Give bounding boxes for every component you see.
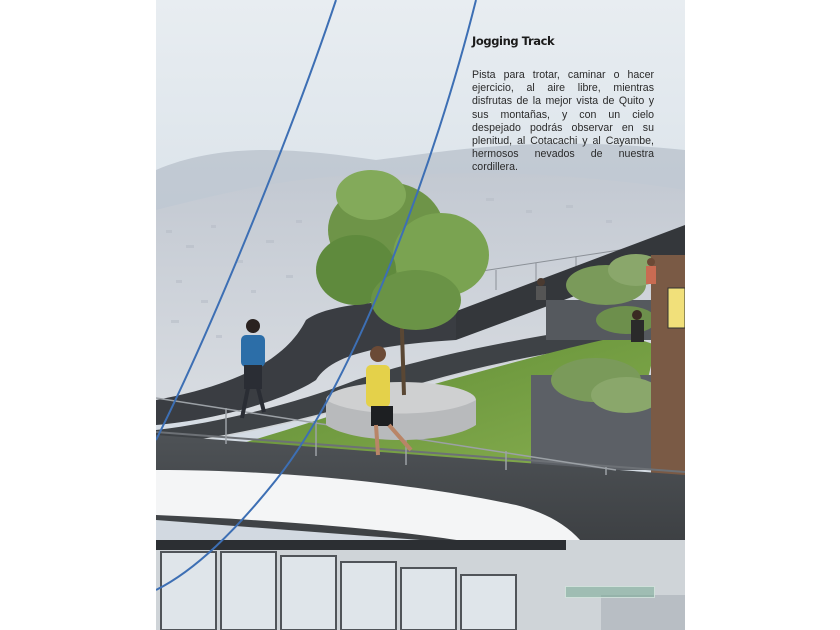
section-title: Jogging Track <box>472 34 555 48</box>
watermark-badge <box>565 586 655 598</box>
section-description: Pista para trotar, caminar o hacer ejercicio, al aire libre, mientras disfrutas de la mejor vista de Quito y sus montañas, y con un cielo despejado podrás observar en su plenitud, al Cotacachi y al Cayambe, hermosos nevados de nuestra cordillera. <box>472 69 654 174</box>
yellow-sign <box>668 288 685 328</box>
info-text-block <box>472 34 654 175</box>
